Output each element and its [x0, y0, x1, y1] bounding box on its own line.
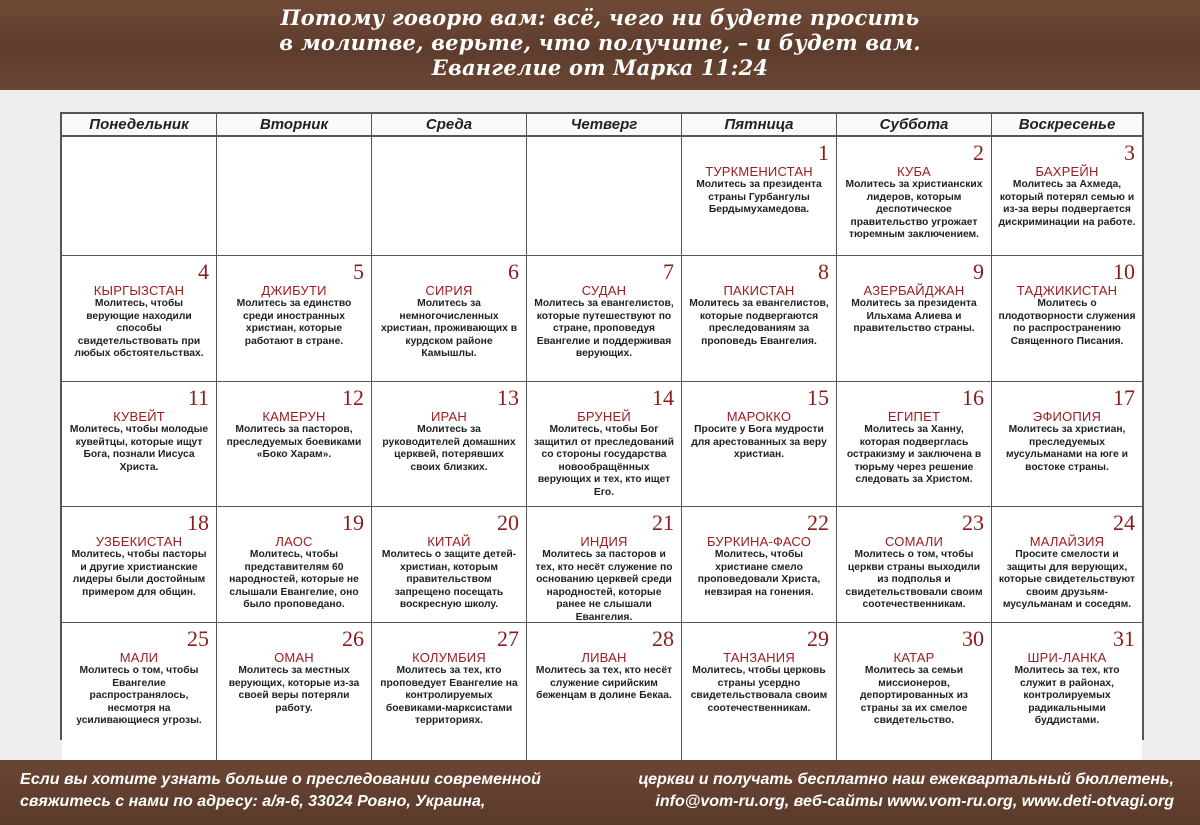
calendar-day-cell — [992, 623, 1142, 761]
calendar-day-cell — [62, 507, 217, 623]
day-number: 7 — [663, 259, 674, 284]
day-number: 8 — [818, 259, 829, 284]
country-name: ДЖИБУТИ — [261, 283, 327, 298]
country-name: ЭФИОПИЯ — [1032, 409, 1102, 424]
prayer-text: Молитесь за евангелистов, которые путешествуют по стране, проповедуя Евангелие и поддерживая верующих. — [534, 298, 674, 359]
calendar-day-cell — [992, 137, 1142, 256]
country-name: СОМАЛИ — [884, 534, 944, 549]
calendar-day-cell — [372, 256, 527, 382]
weekday-header: Понедельник — [62, 114, 217, 135]
country-name: ЛИВАН — [581, 650, 627, 665]
calendar-day-cell — [217, 507, 372, 623]
country-name: ШРИ-ЛАНКА — [1027, 650, 1107, 665]
weekday-header: Вторник — [217, 114, 372, 135]
country-name: ТАДЖИКИСТАН — [1016, 283, 1118, 298]
footer-left — [20, 769, 541, 813]
country-name: СИРИЯ — [425, 283, 473, 298]
footer-right-line-2: info@vom-ru.org, веб-сайты www.vom-ru.org, www.deti-otvagi.org — [655, 793, 1174, 810]
calendar-day-cell — [837, 137, 992, 256]
calendar-day-cell — [992, 507, 1142, 623]
day-number: 13 — [497, 385, 519, 410]
empty-day-cell — [527, 137, 682, 256]
calendar-day-cell — [837, 623, 992, 761]
country-name: КАТАР — [893, 650, 935, 665]
prayer-text: Молитесь о плодотворности служения по распространению Священного Писания. — [998, 298, 1136, 347]
prayer-text: Молитесь за тех, кто служит в районах, контролируемых радикальными буддистами. — [1014, 665, 1120, 726]
prayer-text: Молитесь о том, чтобы церкви страны выходили из подполья и свидетельствовали своим соотечественникам. — [845, 549, 983, 610]
prayer-text: Просите у Бога мудрости для арестованных за веру христиан. — [691, 424, 827, 460]
day-number: 28 — [652, 626, 674, 651]
calendar-day-cell — [992, 382, 1142, 507]
verse-line-1: Потому говорю вам: всё, чего ни будете просить — [280, 5, 920, 30]
day-number: 3 — [1124, 140, 1135, 165]
calendar-day-cell — [62, 382, 217, 507]
country-name: БАХРЕЙН — [1035, 164, 1099, 179]
day-number: 19 — [342, 510, 364, 535]
day-number: 11 — [187, 385, 209, 410]
day-number: 25 — [187, 626, 209, 651]
country-name: КИТАЙ — [427, 534, 471, 549]
prayer-text: Молитесь за пасторов и тех, кто несёт служение по основанию церквей среди народностей, которые ранее не слышали Евангелия. — [535, 549, 673, 623]
country-name: БУРКИНА-ФАСО — [706, 534, 812, 549]
contact-footer — [0, 760, 1200, 825]
prayer-text: Молитесь за президента страны Гурбангулы Бердымухамедова. — [696, 179, 822, 215]
day-number: 20 — [497, 510, 519, 535]
verse-reference: Евангелие от Марка 11:24 — [431, 55, 769, 80]
weekday-header: Пятница — [682, 114, 837, 135]
country-name: ЛАОС — [275, 534, 313, 549]
weekday-header: Воскресенье — [992, 114, 1142, 135]
prayer-text: Молитесь за христианских лидеров, которым деспотическое правительство угрожает тюремным заключением. — [845, 179, 983, 240]
empty-day-cell — [62, 137, 217, 256]
calendar-day-cell — [372, 382, 527, 507]
calendar-day-cell — [527, 256, 682, 382]
prayer-text: Молитесь за немногочисленных христиан, проживающих в курдском районе Камышлы. — [380, 298, 518, 359]
prayer-text: Молитесь за местных верующих, которые из-за своей веры потеряли работу. — [228, 665, 360, 714]
calendar-day-cell — [682, 623, 837, 761]
prayer-text: Молитесь, чтобы верующие находили способы свидетельствовать при любых обстоятельствах. — [74, 298, 204, 359]
country-name: МАЛАЙЗИЯ — [1029, 534, 1105, 549]
empty-day-cell — [217, 137, 372, 256]
country-name: ПАКИСТАН — [723, 283, 795, 298]
country-name: КУВЕЙТ — [113, 409, 165, 424]
prayer-text: Молитесь, чтобы церковь страны усердно свидетельствовала своим соотечественникам. — [690, 665, 828, 714]
prayer-text: Молитесь за Ханну, которая подверглась остракизму и заключена в тюрьму через решение следовать за Христом. — [846, 424, 982, 485]
prayer-text: Просите смелости и защиты для верующих, которые свидетельствуют своим друзьям-мусульманам и соседям. — [998, 549, 1136, 610]
country-name: КАМЕРУН — [262, 409, 326, 424]
day-number: 14 — [652, 385, 674, 410]
calendar-day-cell — [837, 507, 992, 623]
footer-left-line-2: свяжитесь с нами по адресу: а/я-6, 33024 Ровно, Украина, — [20, 793, 486, 810]
day-number: 5 — [353, 259, 364, 284]
weekday-header: Четверг — [527, 114, 682, 135]
day-number: 29 — [807, 626, 829, 651]
prayer-text: Молитесь за руководителей домашних церквей, потерявших своих близких. — [382, 424, 516, 473]
prayer-text: Молитесь за семьи миссионеров, депортированных из страны за их смелое свидетельство. — [859, 665, 969, 726]
country-name: ТАНЗАНИЯ — [723, 650, 795, 665]
country-name: ТУРКМЕНИСТАН — [705, 164, 813, 179]
day-number: 17 — [1113, 385, 1135, 410]
weekday-header: Суббота — [837, 114, 992, 135]
day-number: 18 — [187, 510, 209, 535]
country-name: ИНДИЯ — [580, 534, 628, 549]
day-number: 22 — [807, 510, 829, 535]
country-name: СУДАН — [581, 283, 627, 298]
country-name: ЕГИПЕТ — [887, 409, 941, 424]
day-number: 23 — [962, 510, 984, 535]
day-number: 9 — [973, 259, 984, 284]
prayer-text: Молитесь за пасторов, преследуемых боевиками «Боко Харам». — [226, 424, 362, 460]
prayer-text: Молитесь, чтобы Бог защитил от преследований со стороны государства новообращённых верующих и тех, кто ищет Его. — [533, 424, 675, 498]
day-number: 1 — [818, 140, 829, 165]
country-name: БРУНЕЙ — [577, 409, 631, 424]
day-number: 12 — [342, 385, 364, 410]
calendar-day-cell — [992, 256, 1142, 382]
country-name: ОМАН — [274, 650, 314, 665]
prayer-text: Молитесь за президента Ильхама Алиева и правительство страны. — [851, 298, 977, 334]
prayer-calendar — [60, 112, 1144, 740]
calendar-day-cell — [837, 256, 992, 382]
day-number: 27 — [497, 626, 519, 651]
calendar-day-cell — [217, 256, 372, 382]
calendar-day-cell — [62, 256, 217, 382]
prayer-text: Молитесь о защите детей-христиан, которым правительством запрещено посещать воскресную школу. — [381, 549, 517, 610]
day-number: 21 — [652, 510, 674, 535]
day-number: 24 — [1113, 510, 1135, 535]
country-name: МАЛИ — [119, 650, 159, 665]
day-number: 6 — [508, 259, 519, 284]
day-number: 2 — [973, 140, 984, 165]
day-number: 4 — [198, 259, 209, 284]
prayer-text: Молитесь о том, чтобы Евангелие распространялось, несмотря на усиливающиеся угрозы. — [76, 665, 202, 726]
calendar-day-cell — [527, 507, 682, 623]
calendar-day-cell — [682, 382, 837, 507]
calendar-day-cell — [372, 507, 527, 623]
calendar-day-cell — [682, 256, 837, 382]
prayer-text: Молитесь, чтобы пасторы и другие христианские лидеры были достойным примером для общин. — [71, 549, 207, 598]
footer-right-line-1: церкви и получать бесплатно наш ежеквартальный бюллетень, — [638, 771, 1174, 788]
calendar-day-cell — [527, 382, 682, 507]
footer-left-line-1: Если вы хотите узнать больше о преследовании современной — [20, 771, 541, 788]
prayer-text: Молитесь за евангелистов, которые подвергаются преследованиям за проповедь Евангелия. — [689, 298, 829, 347]
calendar-day-cell — [837, 382, 992, 507]
day-number: 31 — [1113, 626, 1135, 651]
footer-right — [638, 769, 1174, 813]
prayer-text: Молитесь, чтобы молодые кувейтцы, которые ищут Бога, познали Иисуса Христа. — [69, 424, 209, 473]
day-number: 30 — [962, 626, 984, 651]
country-name: КЫРГЫЗСТАН — [93, 283, 185, 298]
calendar-day-cell — [682, 137, 837, 256]
country-name: КОЛУМБИЯ — [412, 650, 486, 665]
country-name: МАРОККО — [726, 409, 792, 424]
calendar-day-cell — [217, 623, 372, 761]
day-number: 16 — [962, 385, 984, 410]
empty-day-cell — [372, 137, 527, 256]
day-number: 15 — [807, 385, 829, 410]
calendar-day-cell — [372, 623, 527, 761]
weekday-header: Среда — [372, 114, 527, 135]
calendar-day-cell — [682, 507, 837, 623]
country-name: ИРАН — [430, 409, 467, 424]
prayer-text: Молитесь за тех, кто несёт служение сирийским беженцам в долине Бекаа. — [535, 665, 673, 701]
country-name: АЗЕРБАЙДЖАН — [863, 283, 965, 298]
day-number: 10 — [1113, 259, 1135, 284]
verse-banner — [0, 0, 1200, 90]
day-number: 26 — [342, 626, 364, 651]
prayer-text: Молитесь за Ахмеда, который потерял семью и из-за веры подвергается дискриминации на работе. — [998, 179, 1136, 228]
country-name: КУБА — [897, 164, 931, 179]
prayer-text: Молитесь за христиан, преследуемых мусульманами на юге и востоке страны. — [1006, 424, 1128, 473]
prayer-text: Молитесь за единство среди иностранных христиан, которые работают в стране. — [236, 298, 352, 347]
calendar-day-cell — [527, 623, 682, 761]
prayer-text: Молитесь за тех, кто проповедует Евангелие на контролируемых боевиками-марксистами территориях. — [380, 665, 518, 726]
prayer-text: Молитесь, чтобы христиане смело проповедовали Христа, невзирая на гонения. — [697, 549, 821, 598]
country-name: УЗБЕКИСТАН — [95, 534, 183, 549]
calendar-day-cell — [62, 623, 217, 761]
prayer-text: Молитесь, чтобы представителям 60 народностей, которые не слышали Евангелие, оно было проповедано. — [229, 549, 359, 610]
calendar-day-cell — [217, 382, 372, 507]
verse-line-2: в молитве, верьте, что получите, – и будет вам. — [279, 30, 921, 55]
